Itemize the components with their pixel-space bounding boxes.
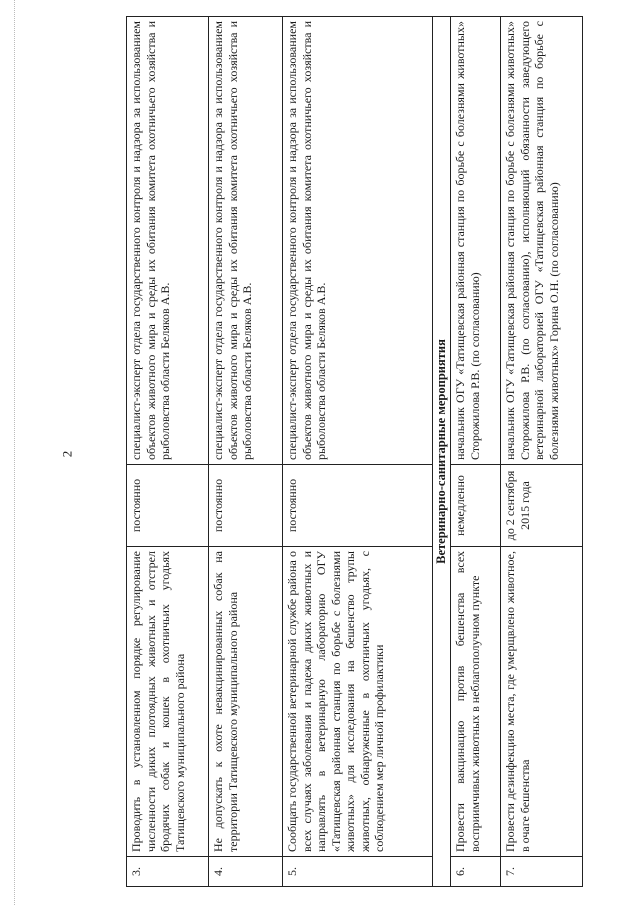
term-text: постоянно — [283, 465, 433, 547]
responsible-text: специалист-эксперт отдела государственного контроля и надзора за использованием объектов животного мира и среды их обитания комитета охотничьего хозяйства и рыболовства области Беляков А.В. — [283, 17, 433, 465]
section-row — [433, 17, 451, 887]
row-number: 5. — [283, 857, 433, 887]
term-text: постоянно — [209, 465, 283, 547]
row-number: 6. — [451, 857, 501, 887]
section-title: Ветеринарно-санитарные мероприятия — [433, 17, 451, 887]
row-number: 4. — [209, 857, 283, 887]
responsible-text: специалист-эксперт отдела государственного контроля и надзора за использованием объектов животного мира и среды их обитания комитета охотничьего хозяйства и рыболовства области Беляков А.В. — [209, 17, 283, 465]
term-text: немедленно — [451, 465, 501, 547]
measures-table — [126, 16, 583, 887]
row-number: 3. — [127, 857, 209, 887]
task-text: Проводить в установленном порядке регулирование численности диких плотоядных животных и отстрел бродячих собак и кошек в охотничьих угодьях Татищевского муниципального района — [127, 547, 209, 857]
term-text: до 2 сентября 2015 года — [501, 465, 583, 547]
responsible-text: начальник ОГУ «Татищевская районная станция по борьбе с болезнями животных» Сторожилова Р.В. (по согласованию), исполняющий обязанности заведующего ветеринарной лабораторией ОГУ «Татищевская районная станция по борьбе с болезнями животных» Горина О.Н. (по согласованию) — [501, 17, 583, 465]
table-row — [209, 17, 283, 887]
row-number: 7. — [501, 857, 583, 887]
task-text: Сообщать государственной ветеринарной службе района о всех случаях заболевания и падежа диких животных и направлять в ветеринарную лабораторию ОГУ «Татищевская районная станция по борьбе с болезнями животных» для исследования на бешенство трупы животных, обнаруженные в охотничьих угодьях, с соблюдением мер личной профилактики — [283, 547, 433, 857]
page-number: 2 — [59, 450, 75, 458]
task-text: Провести дезинфекцию места, где умерщвлено животное, в очаге бешенства — [501, 547, 583, 857]
table-row — [127, 17, 209, 887]
rotated-page — [126, 17, 561, 887]
table-row — [501, 17, 583, 887]
task-text: Провести вакцинацию против бешенства всех восприимчивых животных в неблагополучном пункте — [451, 547, 501, 857]
responsible-text: начальник ОГУ «Татищевская районная станция по борьбе с болезнями животных» Сторожилова Р.В. (по согласованию) — [451, 17, 501, 465]
table-row — [283, 17, 433, 887]
table-row — [451, 17, 501, 887]
term-text: постоянно — [127, 465, 209, 547]
scan-edge-line — [14, 0, 16, 905]
task-text: Не допускать к охоте невакцинированных собак на территории Татищевского муниципального района — [209, 547, 283, 857]
responsible-text: специалист-эксперт отдела государственного контроля и надзора за использованием объектов животного мира и среды их обитания комитета охотничьего хозяйства и рыболовства области Беляков А.В. — [127, 17, 209, 465]
